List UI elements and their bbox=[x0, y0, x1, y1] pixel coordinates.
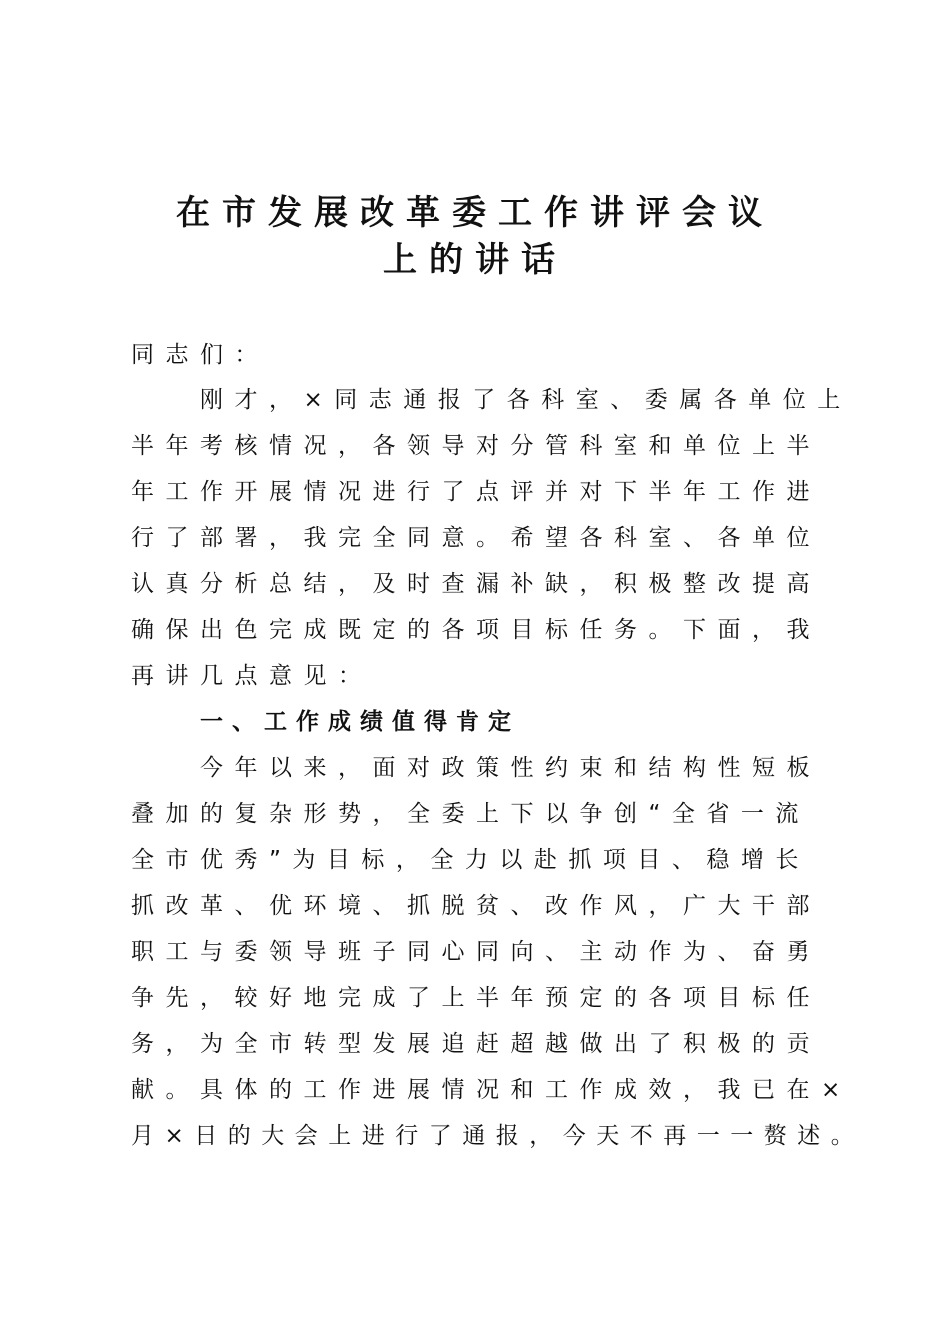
body-line: 确保出色完成既定的各项目标任务。下面，我 bbox=[131, 617, 821, 643]
body-line: 今年以来，面对政策性约束和结构性短板 bbox=[200, 755, 821, 781]
body-line: 月×日的大会上进行了通报，今天不再一一赘述。 bbox=[131, 1123, 865, 1149]
body-line: 务，为全市转型发展追赶超越做出了积极的贡 bbox=[131, 1031, 821, 1057]
body-line: 再讲几点意见： bbox=[131, 663, 373, 689]
body-line: 职工与委领导班子同心同向、主动作为、奋勇 bbox=[131, 939, 821, 965]
body-line: 献。具体的工作进展情况和工作成效，我已在× bbox=[131, 1077, 852, 1103]
body-line: 刚才，×同志通报了各科室、委属各单位上 bbox=[200, 387, 852, 413]
section-heading: 一、工作成绩值得肯定 bbox=[200, 709, 520, 735]
body-line: 全市优秀”为目标，全力以赴抓项目、稳增长 bbox=[131, 847, 810, 873]
body-line: 认真分析总结，及时查漏补缺，积极整改提高 bbox=[131, 571, 821, 597]
document-title-line-1: 在市发展改革委工作讲评会议 bbox=[176, 193, 774, 233]
body-line: 半年考核情况，各领导对分管科室和单位上半 bbox=[131, 433, 821, 459]
salutation: 同志们： bbox=[131, 342, 269, 368]
body-line: 年工作开展情况进行了点评并对下半年工作进 bbox=[131, 479, 821, 505]
body-line: 抓改革、优环境、抓脱贫、改作风，广大干部 bbox=[131, 893, 821, 919]
body-line: 争先，较好地完成了上半年预定的各项目标任 bbox=[131, 985, 821, 1011]
document-title-line-2: 上的讲话 bbox=[383, 240, 567, 280]
body-line: 叠加的复杂形势，全委上下以争创“全省一流 bbox=[131, 801, 810, 827]
body-line: 行了部署，我完全同意。希望各科室、各单位 bbox=[131, 525, 821, 551]
